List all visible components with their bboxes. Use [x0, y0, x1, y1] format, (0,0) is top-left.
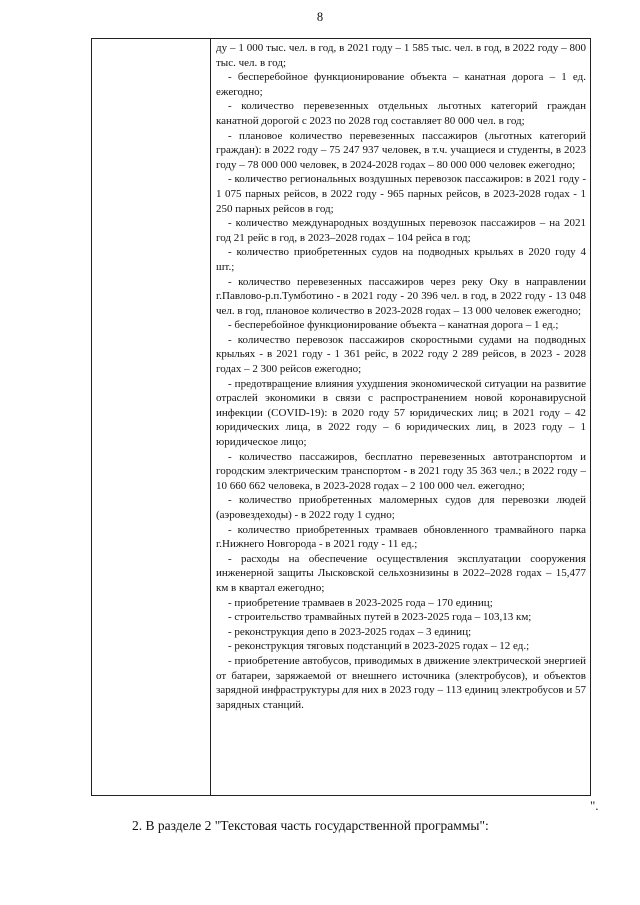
paragraph: - количество пассажиров, бесплатно перевезенных автотранспортом и городским электрическим транспортом - в 2021 году 35 363 чел.; в 2022 году – 10 660 662 человека, в 2023-2028 годах – 2 100 000 чел. ежегодно; [216, 450, 586, 492]
paragraph: - количество перевозок пассажиров скоростными судами на подводных крыльях - в 2021 году - 1 361 рейс, в 2022 году 2 289 рейсов, в 2023 - 2028 годах – 2 300 рейсов ежегодно; [216, 333, 586, 376]
paragraph: - количество международных воздушных перевозок пассажиров – на 2021 год 21 рейс в год, в 2023–2028 годах – 104 рейса в год; [216, 217, 586, 244]
paragraph: - реконструкция тяговых подстанций в 2023-2025 годах – 12 ед.; [228, 640, 530, 653]
paragraph: - приобретение автобусов, приводимых в движение электрической энергией от батареи, заряжаемой от внешнего источника (электробусов), и объектов зарядной инфраструктуры для них в 2023 году – 113 единиц электробусов и 57 зарядных станций. [216, 654, 586, 711]
paragraph: - количество перевезенных отдельных льготных категорий граждан канатной дорогой с 2023 по 2028 год составляет 80 000 чел. в год; [216, 100, 586, 127]
paragraph: - расходы на обеспечение осуществления эксплуатации сооружения инженерной защиты Лысковской сельхознизины в 2022–2028 годах – 15,477 км в квартал ежегодно; [216, 552, 586, 594]
paragraph: - количество региональных воздушных перевозок пассажиров: в 2021 году - 1 075 парных рейсов, в 2022 году - 965 парных рейсов, в 2023-2028 годах - 1 250 парных рейсов в год; [216, 173, 586, 215]
paragraph: - строительство трамвайных путей в 2023-2025 года – 103,13 км; [228, 611, 532, 624]
paragraph: - реконструкция депо в 2023-2025 годах – 3 единиц; [228, 625, 472, 638]
paragraph: - предотвращение влияния ухудшения экономической ситуации на развитие отраслей экономики в связи с распространением новой коронавирусной инфекции (COVID-19): в 2020 году 57 юридических лиц; в 2021 году – 42 юридических лица, в 2022 году – 6 юридических лиц, в 2023 году – 1 юридическое лицо; [216, 377, 586, 449]
column-divider [210, 39, 211, 795]
paragraph: - количество приобретенных трамваев обновленного трамвайного парка г.Нижнего Новгорода - в 2021 году - 11 ед.; [216, 523, 586, 551]
paragraph: ду – 1 000 тыс. чел. в год, в 2021 году – 1 585 тыс. чел. в год, в 2022 году – 800 тыс. чел. в год; [216, 42, 586, 69]
paragraph: - плановое количество перевезенных пассажиров (льготных категорий граждан): в 2022 году – 75 247 937 человек, в т.ч. учащиеся и студенты, в 2023 году – 78 000 000 человек, в 2024-2028 годах – 80 000 000 человек ежегодно; [216, 129, 586, 171]
paragraph: - бесперебойное функционирование объекта – канатная дорога – 1 ед.; [228, 319, 559, 332]
paragraph: - количество приобретенных судов на подводных крыльях в 2020 году 4 шт.; [216, 246, 586, 273]
paragraph: - бесперебойное функционирование объекта – канатная дорога – 1 ед. ежегодно; [216, 71, 586, 98]
table-cell-text [216, 41, 586, 712]
paragraph: - количество перевезенных пассажиров через реку Оку в направлении г.Павлово-р.п.Тумботино - в 2021 году - 20 396 чел. в год, в 2022 году - 13 048 чел. в год, плановое количество в 2023-2028 годах – 13 000 человек ежегодно; [216, 275, 586, 317]
page-number: 8 [316, 10, 324, 24]
closing-quote: ". [590, 798, 599, 813]
section-heading: 2. В разделе 2 "Текстовая часть государственной программы": [132, 818, 489, 833]
paragraph: - приобретение трамваев в 2023-2025 года – 170 единиц; [228, 596, 493, 609]
indicator-table [91, 38, 591, 796]
paragraph: - количество приобретенных маломерных судов для перевозки людей (аэровездеходы) - в 2022 году 1 судно; [216, 494, 586, 521]
